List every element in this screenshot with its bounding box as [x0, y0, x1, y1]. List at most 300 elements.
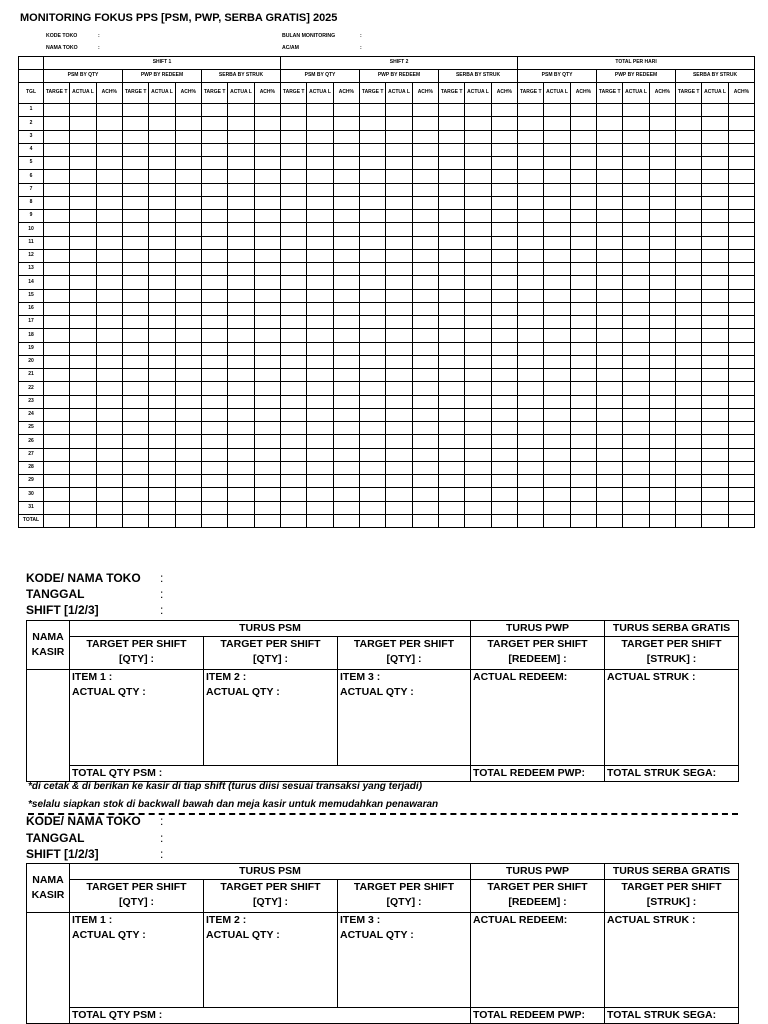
entry-cell[interactable]	[623, 143, 649, 156]
entry-cell[interactable]	[360, 448, 386, 461]
entry-cell[interactable]	[518, 130, 544, 143]
entry-cell[interactable]	[281, 143, 307, 156]
entry-cell[interactable]	[44, 369, 70, 382]
entry-cell[interactable]	[570, 369, 596, 382]
entry-cell[interactable]	[44, 170, 70, 183]
entry-cell[interactable]	[544, 130, 570, 143]
entry-cell[interactable]	[491, 355, 517, 368]
entry-cell[interactable]	[307, 249, 333, 262]
entry-cell[interactable]	[201, 210, 227, 223]
entry-cell[interactable]	[228, 236, 254, 249]
entry-cell[interactable]	[597, 183, 623, 196]
entry-cell[interactable]	[254, 249, 280, 262]
entry-cell[interactable]	[623, 355, 649, 368]
entry-cell[interactable]	[491, 514, 517, 528]
entry-cell[interactable]	[728, 422, 754, 435]
entry-cell[interactable]	[254, 210, 280, 223]
entry-cell[interactable]	[175, 448, 201, 461]
entry-cell[interactable]	[201, 475, 227, 488]
entry-cell[interactable]	[439, 329, 465, 342]
entry-cell[interactable]	[44, 104, 70, 117]
entry-cell[interactable]	[333, 329, 359, 342]
entry-cell[interactable]	[623, 448, 649, 461]
entry-cell[interactable]	[201, 276, 227, 289]
entry-cell[interactable]	[597, 316, 623, 329]
entry-cell[interactable]	[518, 316, 544, 329]
entry-cell[interactable]	[96, 461, 122, 474]
entry-cell[interactable]	[122, 143, 148, 156]
entry-cell[interactable]	[281, 422, 307, 435]
entry-cell[interactable]	[307, 342, 333, 355]
entry-cell[interactable]	[491, 143, 517, 156]
entry-cell[interactable]	[439, 488, 465, 501]
entry-cell[interactable]	[96, 183, 122, 196]
entry-cell[interactable]	[623, 104, 649, 117]
entry-cell[interactable]	[307, 289, 333, 302]
entry-cell[interactable]	[307, 276, 333, 289]
pwp-actual-cell[interactable]	[471, 913, 605, 1008]
entry-cell[interactable]	[201, 369, 227, 382]
entry-cell[interactable]	[281, 196, 307, 209]
entry-cell[interactable]	[491, 342, 517, 355]
entry-cell[interactable]	[360, 210, 386, 223]
entry-cell[interactable]	[728, 104, 754, 117]
entry-cell[interactable]	[649, 395, 675, 408]
entry-cell[interactable]	[175, 422, 201, 435]
entry-cell[interactable]	[333, 210, 359, 223]
entry-cell[interactable]	[649, 183, 675, 196]
entry-cell[interactable]	[228, 263, 254, 276]
entry-cell[interactable]	[333, 223, 359, 236]
entry-cell[interactable]	[386, 488, 412, 501]
entry-cell[interactable]	[333, 276, 359, 289]
entry-cell[interactable]	[439, 130, 465, 143]
entry-cell[interactable]	[254, 395, 280, 408]
entry-cell[interactable]	[96, 316, 122, 329]
entry-cell[interactable]	[333, 196, 359, 209]
entry-cell[interactable]	[439, 422, 465, 435]
entry-cell[interactable]	[623, 157, 649, 170]
entry-cell[interactable]	[728, 369, 754, 382]
entry-cell[interactable]	[228, 170, 254, 183]
entry-cell[interactable]	[491, 104, 517, 117]
entry-cell[interactable]	[597, 157, 623, 170]
entry-cell[interactable]	[623, 117, 649, 130]
entry-cell[interactable]	[281, 302, 307, 315]
entry-cell[interactable]	[201, 395, 227, 408]
entry-cell[interactable]	[570, 183, 596, 196]
entry-cell[interactable]	[702, 329, 728, 342]
entry-cell[interactable]	[597, 236, 623, 249]
entry-cell[interactable]	[570, 461, 596, 474]
entry-cell[interactable]	[491, 249, 517, 262]
entry-cell[interactable]	[728, 223, 754, 236]
entry-cell[interactable]	[281, 448, 307, 461]
entry-cell[interactable]	[360, 369, 386, 382]
entry-cell[interactable]	[254, 130, 280, 143]
entry-cell[interactable]	[570, 117, 596, 130]
entry-cell[interactable]	[570, 514, 596, 528]
entry-cell[interactable]	[386, 461, 412, 474]
entry-cell[interactable]	[518, 249, 544, 262]
entry-cell[interactable]	[228, 435, 254, 448]
entry-cell[interactable]	[649, 143, 675, 156]
entry-cell[interactable]	[544, 435, 570, 448]
entry-cell[interactable]	[597, 475, 623, 488]
entry-cell[interactable]	[70, 263, 96, 276]
entry-cell[interactable]	[728, 342, 754, 355]
entry-cell[interactable]	[228, 422, 254, 435]
entry-cell[interactable]	[676, 488, 702, 501]
entry-cell[interactable]	[597, 395, 623, 408]
entry-cell[interactable]	[175, 475, 201, 488]
entry-cell[interactable]	[149, 104, 175, 117]
entry-cell[interactable]	[623, 488, 649, 501]
entry-cell[interactable]	[702, 382, 728, 395]
entry-cell[interactable]	[728, 170, 754, 183]
entry-cell[interactable]	[439, 475, 465, 488]
entry-cell[interactable]	[254, 170, 280, 183]
entry-cell[interactable]	[676, 316, 702, 329]
entry-cell[interactable]	[439, 289, 465, 302]
entry-cell[interactable]	[491, 170, 517, 183]
entry-cell[interactable]	[228, 276, 254, 289]
entry-cell[interactable]	[70, 289, 96, 302]
entry-cell[interactable]	[439, 435, 465, 448]
entry-cell[interactable]	[307, 236, 333, 249]
entry-cell[interactable]	[149, 382, 175, 395]
entry-cell[interactable]	[149, 289, 175, 302]
entry-cell[interactable]	[412, 196, 438, 209]
entry-cell[interactable]	[201, 488, 227, 501]
entry-cell[interactable]	[439, 342, 465, 355]
entry-cell[interactable]	[544, 302, 570, 315]
entry-cell[interactable]	[44, 329, 70, 342]
entry-cell[interactable]	[70, 422, 96, 435]
entry-cell[interactable]	[201, 236, 227, 249]
entry-cell[interactable]	[728, 157, 754, 170]
entry-cell[interactable]	[70, 130, 96, 143]
entry-cell[interactable]	[307, 223, 333, 236]
entry-cell[interactable]	[465, 236, 491, 249]
entry-cell[interactable]	[44, 355, 70, 368]
entry-cell[interactable]	[728, 263, 754, 276]
psm-item-1-cell[interactable]	[70, 913, 204, 1008]
entry-cell[interactable]	[228, 316, 254, 329]
entry-cell[interactable]	[702, 408, 728, 421]
entry-cell[interactable]	[70, 302, 96, 315]
entry-cell[interactable]	[412, 475, 438, 488]
entry-cell[interactable]	[544, 104, 570, 117]
entry-cell[interactable]	[333, 448, 359, 461]
entry-cell[interactable]	[70, 143, 96, 156]
entry-cell[interactable]	[412, 302, 438, 315]
entry-cell[interactable]	[228, 104, 254, 117]
entry-cell[interactable]	[360, 342, 386, 355]
entry-cell[interactable]	[570, 475, 596, 488]
entry-cell[interactable]	[702, 422, 728, 435]
entry-cell[interactable]	[386, 289, 412, 302]
entry-cell[interactable]	[333, 170, 359, 183]
entry-cell[interactable]	[307, 170, 333, 183]
entry-cell[interactable]	[465, 302, 491, 315]
entry-cell[interactable]	[465, 316, 491, 329]
entry-cell[interactable]	[649, 210, 675, 223]
entry-cell[interactable]	[44, 236, 70, 249]
entry-cell[interactable]	[649, 276, 675, 289]
entry-cell[interactable]	[228, 289, 254, 302]
entry-cell[interactable]	[281, 355, 307, 368]
entry-cell[interactable]	[281, 395, 307, 408]
entry-cell[interactable]	[149, 157, 175, 170]
entry-cell[interactable]	[281, 263, 307, 276]
entry-cell[interactable]	[70, 395, 96, 408]
entry-cell[interactable]	[44, 475, 70, 488]
entry-cell[interactable]	[649, 501, 675, 514]
entry-cell[interactable]	[175, 263, 201, 276]
entry-cell[interactable]	[465, 501, 491, 514]
entry-cell[interactable]	[386, 342, 412, 355]
entry-cell[interactable]	[96, 276, 122, 289]
entry-cell[interactable]	[386, 210, 412, 223]
entry-cell[interactable]	[360, 276, 386, 289]
entry-cell[interactable]	[386, 514, 412, 528]
entry-cell[interactable]	[728, 435, 754, 448]
entry-cell[interactable]	[491, 369, 517, 382]
entry-cell[interactable]	[597, 302, 623, 315]
entry-cell[interactable]	[307, 501, 333, 514]
entry-cell[interactable]	[728, 514, 754, 528]
entry-cell[interactable]	[702, 316, 728, 329]
entry-cell[interactable]	[412, 501, 438, 514]
entry-cell[interactable]	[149, 130, 175, 143]
entry-cell[interactable]	[70, 355, 96, 368]
entry-cell[interactable]	[96, 143, 122, 156]
entry-cell[interactable]	[122, 395, 148, 408]
entry-cell[interactable]	[228, 501, 254, 514]
entry-cell[interactable]	[465, 355, 491, 368]
entry-cell[interactable]	[44, 210, 70, 223]
entry-cell[interactable]	[96, 289, 122, 302]
entry-cell[interactable]	[307, 422, 333, 435]
entry-cell[interactable]	[70, 170, 96, 183]
entry-cell[interactable]	[518, 514, 544, 528]
entry-cell[interactable]	[175, 435, 201, 448]
entry-cell[interactable]	[228, 130, 254, 143]
entry-cell[interactable]	[254, 435, 280, 448]
entry-cell[interactable]	[254, 236, 280, 249]
entry-cell[interactable]	[360, 488, 386, 501]
entry-cell[interactable]	[649, 514, 675, 528]
entry-cell[interactable]	[307, 369, 333, 382]
entry-cell[interactable]	[281, 236, 307, 249]
entry-cell[interactable]	[544, 475, 570, 488]
entry-cell[interactable]	[649, 157, 675, 170]
entry-cell[interactable]	[491, 289, 517, 302]
entry-cell[interactable]	[149, 276, 175, 289]
entry-cell[interactable]	[44, 117, 70, 130]
entry-cell[interactable]	[491, 157, 517, 170]
entry-cell[interactable]	[70, 435, 96, 448]
entry-cell[interactable]	[281, 382, 307, 395]
entry-cell[interactable]	[518, 501, 544, 514]
entry-cell[interactable]	[491, 329, 517, 342]
entry-cell[interactable]	[149, 369, 175, 382]
entry-cell[interactable]	[676, 236, 702, 249]
entry-cell[interactable]	[491, 475, 517, 488]
entry-cell[interactable]	[70, 223, 96, 236]
entry-cell[interactable]	[465, 382, 491, 395]
entry-cell[interactable]	[518, 183, 544, 196]
entry-cell[interactable]	[386, 316, 412, 329]
entry-cell[interactable]	[70, 196, 96, 209]
entry-cell[interactable]	[149, 316, 175, 329]
entry-cell[interactable]	[570, 157, 596, 170]
entry-cell[interactable]	[254, 157, 280, 170]
entry-cell[interactable]	[649, 382, 675, 395]
entry-cell[interactable]	[44, 196, 70, 209]
entry-cell[interactable]	[175, 236, 201, 249]
entry-cell[interactable]	[570, 210, 596, 223]
entry-cell[interactable]	[254, 104, 280, 117]
entry-cell[interactable]	[96, 196, 122, 209]
entry-cell[interactable]	[412, 104, 438, 117]
entry-cell[interactable]	[702, 143, 728, 156]
entry-cell[interactable]	[360, 395, 386, 408]
entry-cell[interactable]	[333, 104, 359, 117]
entry-cell[interactable]	[96, 435, 122, 448]
entry-cell[interactable]	[570, 395, 596, 408]
entry-cell[interactable]	[96, 329, 122, 342]
entry-cell[interactable]	[439, 408, 465, 421]
entry-cell[interactable]	[439, 369, 465, 382]
entry-cell[interactable]	[44, 183, 70, 196]
entry-cell[interactable]	[333, 117, 359, 130]
entry-cell[interactable]	[439, 355, 465, 368]
entry-cell[interactable]	[623, 170, 649, 183]
entry-cell[interactable]	[544, 342, 570, 355]
entry-cell[interactable]	[491, 183, 517, 196]
entry-cell[interactable]	[623, 249, 649, 262]
entry-cell[interactable]	[122, 130, 148, 143]
entry-cell[interactable]	[96, 422, 122, 435]
entry-cell[interactable]	[44, 316, 70, 329]
entry-cell[interactable]	[201, 501, 227, 514]
entry-cell[interactable]	[676, 210, 702, 223]
entry-cell[interactable]	[728, 329, 754, 342]
entry-cell[interactable]	[70, 342, 96, 355]
pwp-actual-cell[interactable]	[471, 670, 605, 766]
entry-cell[interactable]	[465, 117, 491, 130]
entry-cell[interactable]	[623, 263, 649, 276]
entry-cell[interactable]	[70, 316, 96, 329]
entry-cell[interactable]	[149, 183, 175, 196]
entry-cell[interactable]	[386, 435, 412, 448]
entry-cell[interactable]	[201, 130, 227, 143]
entry-cell[interactable]	[307, 183, 333, 196]
entry-cell[interactable]	[175, 104, 201, 117]
entry-cell[interactable]	[412, 435, 438, 448]
entry-cell[interactable]	[649, 435, 675, 448]
entry-cell[interactable]	[649, 170, 675, 183]
entry-cell[interactable]	[281, 104, 307, 117]
entry-cell[interactable]	[412, 316, 438, 329]
entry-cell[interactable]	[360, 329, 386, 342]
entry-cell[interactable]	[149, 408, 175, 421]
entry-cell[interactable]	[149, 210, 175, 223]
entry-cell[interactable]	[281, 210, 307, 223]
entry-cell[interactable]	[570, 501, 596, 514]
entry-cell[interactable]	[96, 488, 122, 501]
entry-cell[interactable]	[96, 170, 122, 183]
entry-cell[interactable]	[570, 382, 596, 395]
entry-cell[interactable]	[333, 435, 359, 448]
entry-cell[interactable]	[333, 249, 359, 262]
entry-cell[interactable]	[728, 196, 754, 209]
entry-cell[interactable]	[597, 342, 623, 355]
entry-cell[interactable]	[96, 369, 122, 382]
entry-cell[interactable]	[623, 461, 649, 474]
entry-cell[interactable]	[439, 501, 465, 514]
entry-cell[interactable]	[201, 196, 227, 209]
entry-cell[interactable]	[728, 210, 754, 223]
entry-cell[interactable]	[518, 382, 544, 395]
entry-cell[interactable]	[44, 514, 70, 528]
entry-cell[interactable]	[465, 249, 491, 262]
entry-cell[interactable]	[122, 316, 148, 329]
entry-cell[interactable]	[228, 210, 254, 223]
entry-cell[interactable]	[491, 395, 517, 408]
entry-cell[interactable]	[544, 316, 570, 329]
entry-cell[interactable]	[149, 342, 175, 355]
entry-cell[interactable]	[360, 289, 386, 302]
entry-cell[interactable]	[386, 157, 412, 170]
entry-cell[interactable]	[676, 289, 702, 302]
entry-cell[interactable]	[149, 117, 175, 130]
entry-cell[interactable]	[676, 475, 702, 488]
entry-cell[interactable]	[649, 302, 675, 315]
entry-cell[interactable]	[122, 249, 148, 262]
entry-cell[interactable]	[96, 382, 122, 395]
entry-cell[interactable]	[465, 448, 491, 461]
entry-cell[interactable]	[386, 408, 412, 421]
entry-cell[interactable]	[439, 196, 465, 209]
entry-cell[interactable]	[412, 143, 438, 156]
entry-cell[interactable]	[175, 223, 201, 236]
entry-cell[interactable]	[96, 302, 122, 315]
entry-cell[interactable]	[491, 488, 517, 501]
entry-cell[interactable]	[175, 355, 201, 368]
entry-cell[interactable]	[122, 488, 148, 501]
entry-cell[interactable]	[465, 329, 491, 342]
entry-cell[interactable]	[360, 382, 386, 395]
entry-cell[interactable]	[676, 461, 702, 474]
entry-cell[interactable]	[96, 355, 122, 368]
entry-cell[interactable]	[228, 302, 254, 315]
entry-cell[interactable]	[623, 435, 649, 448]
entry-cell[interactable]	[122, 342, 148, 355]
entry-cell[interactable]	[439, 170, 465, 183]
entry-cell[interactable]	[386, 104, 412, 117]
entry-cell[interactable]	[702, 395, 728, 408]
entry-cell[interactable]	[412, 488, 438, 501]
entry-cell[interactable]	[702, 223, 728, 236]
entry-cell[interactable]	[281, 157, 307, 170]
entry-cell[interactable]	[175, 342, 201, 355]
entry-cell[interactable]	[70, 382, 96, 395]
entry-cell[interactable]	[412, 514, 438, 528]
entry-cell[interactable]	[491, 408, 517, 421]
